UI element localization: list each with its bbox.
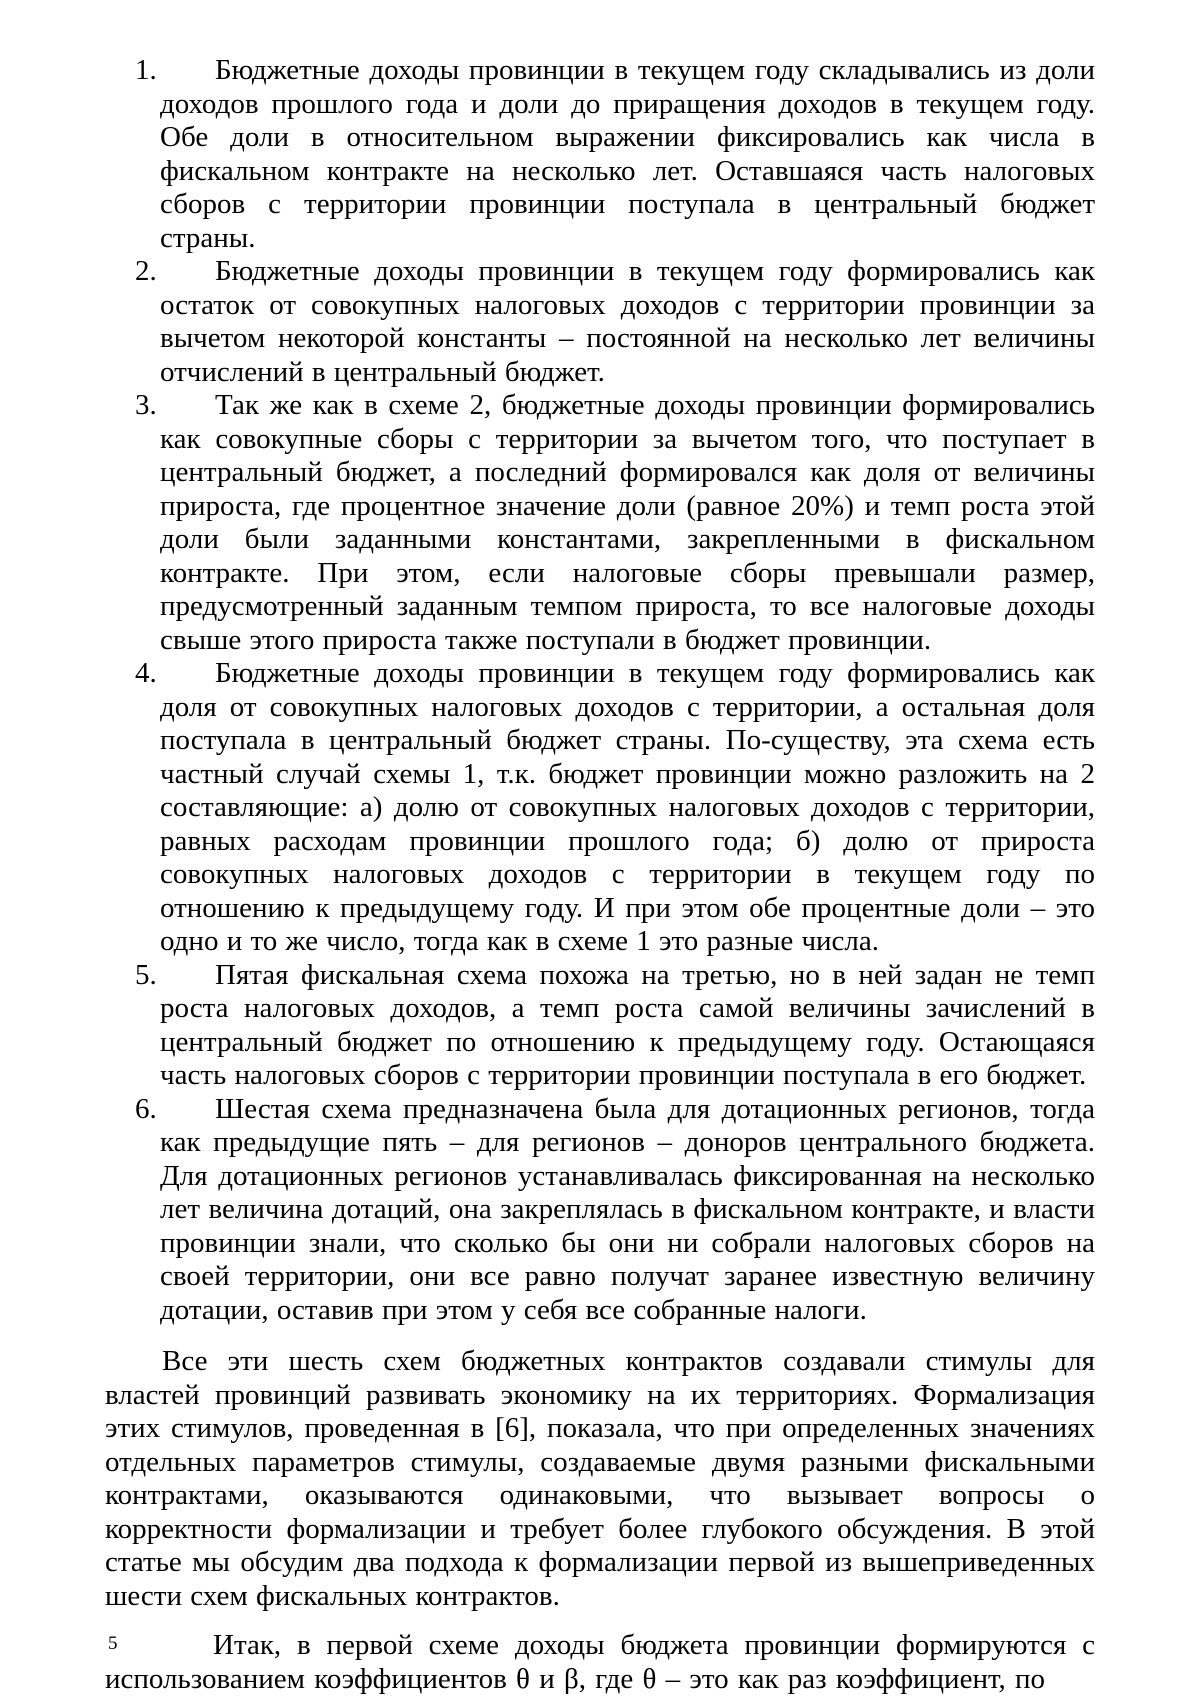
list-item-number: 5.: [135, 958, 157, 991]
list-item: [135, 389, 1095, 657]
page-number: 5: [108, 1633, 118, 1654]
list-item-text: Пятая фискальная схема похожа на третью, но в ней задан не темп роста налоговых доходов, а темп роста самой величины зачислений в центральный бюджет по отношению к предыдущему году. Остающаяся часть налоговых сборов с территории провинции поступала в его бюджет.: [160, 958, 1095, 1091]
list-item-number: 4.: [135, 657, 157, 689]
list-item-number: 2.: [135, 255, 157, 287]
fiscal-schemes-list: [105, 54, 1095, 1327]
list-item-text: Бюджетные доходы провинции в текущем году формировались как остаток от совокупных налоговых доходов с территории провинции за вычетом некоторой константы – постоянной на несколько лет величины отчислений в центральный бюджет.: [160, 255, 1095, 388]
list-item-text: Так же как в схеме 2, бюджетные доходы провинции формировались как совокупные сборы с территории за вычетом того, что поступает в центральный бюджет, а последний формировался как доля от величины прироста, где процентное значение доли (равное 20%) и темп роста этой доли были заданными константами, закрепленными в фискальном контракте. При этом, если налоговые сборы превышали размер, предусмотренный заданным темпом прироста, то все налоговые доходы свыше этого прироста также поступали в бюджет провинции.: [160, 389, 1095, 656]
list-item: [135, 54, 1095, 255]
list-item-number: 1.: [135, 54, 157, 86]
list-item: [135, 657, 1095, 959]
list-item: [135, 1092, 1095, 1328]
list-item-text: Шестая схема предназначена была для дотационных регионов, тогда как предыдущие пять – для регионов – доноров центрального бюджета. Для дотационных регионов устанавливалась фиксированная на несколько лет величина дотаций, она закреплялась в фискальном контракте, и власти провинции знали, что сколько бы они ни собрали налоговых сборов на своей территории, они все равно получат заранее известную величину дотации, оставив при этом у себя все собранные налоги.: [160, 1092, 1095, 1326]
list-item-number: 6.: [135, 1092, 157, 1125]
list-item: [135, 255, 1095, 389]
list-item-text: Бюджетные доходы провинции в текущем году формировались как доля от совокупных налоговых доходов с территории, а остальная доля поступала в центральный бюджет страны. По-существу, эта схема есть частный случай схемы 1, т.к. бюджет провинции можно разложить на 2 составляющие: а) долю от совокупных налоговых доходов с территории, равных расходам провинции прошлого года; б) долю от прироста совокупных налоговых доходов с территории в текущем году по отношению к предыдущему году. И при этом обе процентные доли – это одно и то же число, тогда как в схеме 1 это разные числа.: [160, 657, 1095, 957]
list-item: [135, 958, 1095, 1093]
list-item-text: Бюджетные доходы провинции в текущем году складывались из доли доходов прошлого года и доли до приращения доходов в текущем году. Обе доли в относительном выражении фиксировались как числа в фискальном контракте на несколько лет. Оставшаяся часть налоговых сборов с территории провинции поступала в центральный бюджет страны.: [160, 54, 1095, 254]
list-item-number: 3.: [135, 389, 157, 421]
paragraph-summary: Все эти шесть схем бюджетных контрактов создавали стимулы для властей провинций развивать экономику на их территориях. Формализация этих стимулов, проведенная в [6], показала, что при определенных значениях отдельных параметров стимулы, создаваемые двумя разными фискальными контрактами, оказываются одинаковыми, что вызывает вопросы о корректности формализации и требует более глубокого обсуждения. В этой статье мы обсудим два подхода к формализации первой из вышеприведенных шести схем фискальных контрактов.: [105, 1345, 1095, 1612]
paragraph-intro: [105, 1629, 1095, 1696]
paragraph-intro-text: Итак, в первой схеме доходы бюджета провинции формируются с использованием коэффициентов θ и β, где θ – это как раз коэффициент, по: [105, 1629, 1095, 1695]
